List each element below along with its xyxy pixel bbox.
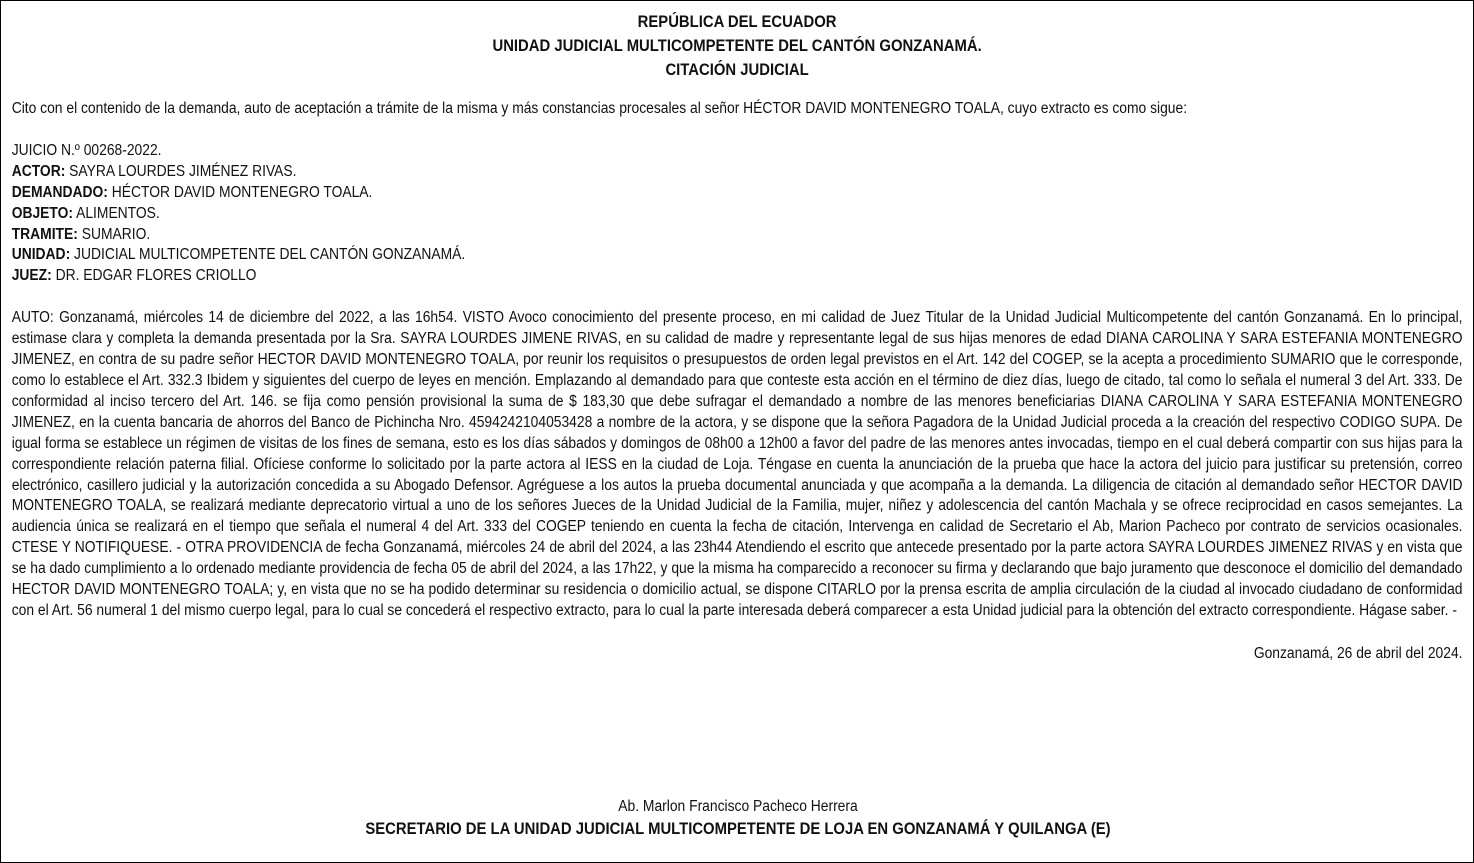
case-number: JUICIO N.º 00268-2022.	[11, 141, 162, 159]
object-value: ALIMENTOS.	[73, 204, 160, 222]
document-header	[12, 10, 1463, 82]
header-title: CITACIÓN JUDICIAL	[665, 61, 809, 79]
case-unit	[12, 245, 1463, 266]
case-procedure	[12, 225, 1463, 246]
header-court: UNIDAD JUDICIAL MULTICOMPETENTE DEL CANTÓN GONZANAMÁ.	[492, 37, 982, 55]
case-judge	[12, 266, 1463, 287]
judge-label: JUEZ:	[11, 267, 52, 285]
document-date: Gonzanamá, 26 de abril del 2024.	[1253, 644, 1463, 662]
defendant-label: DEMANDADO:	[11, 183, 108, 201]
intro-paragraph: Cito con el contenido de la demanda, auto de aceptación a trámite de la misma y más constancias procesales al señor HÉCTOR DAVID MONTENEGRO TOALA, cuyo extracto es como sigue:	[11, 100, 1188, 117]
unit-label: UNIDAD:	[11, 246, 71, 264]
header-country: REPÚBLICA DEL ECUADOR	[637, 13, 837, 31]
defendant-value: HÉCTOR DAVID MONTENEGRO TOALA.	[107, 183, 373, 201]
case-object	[12, 204, 1463, 225]
actor-value: SAYRA LOURDES JIMÉNEZ RIVAS.	[65, 162, 297, 180]
procedure-value: SUMARIO.	[77, 225, 151, 243]
case-defendant	[12, 183, 1463, 204]
signatory-name: Ab. Marlon Francisco Pacheco Herrera	[618, 798, 858, 815]
procedure-label: TRAMITE:	[11, 225, 78, 243]
object-label: OBJETO:	[11, 204, 74, 222]
case-actor	[12, 162, 1463, 183]
unit-value: JUDICIAL MULTICOMPETENTE DEL CANTÓN GONZANAMÁ.	[70, 246, 466, 264]
signatory-title: SECRETARIO DE LA UNIDAD JUDICIAL MULTICOMPETENTE DE LOJA EN GONZANAMÁ Y QUILANGA (E)	[365, 820, 1111, 838]
case-details	[12, 141, 1463, 287]
auto-paragraph: AUTO: Gonzanamá, miércoles 14 de diciembre del 2022, a las 16h54. VISTO Avoco conocimiento del presente proceso, en mi calidad de Juez Titular de la Unidad Judicial Multicompetente del cantón Gonzanamá. En lo principal, estimase clara y completa la demanda presentada por la Sra. SAYRA LOURDES JIMENE RIVAS, en su calidad de madre y representante legal de sus hijas menores de edad DIANA CAROLINA Y SARA ESTEFANIA MONTENEGRO JIMENEZ, en contra de su padre señor HECTOR DAVID MONTENEGRO TOALA, por reunir los requisitos o presupuestos de orden legal previstos en el Art. 142 del COGEP, se la acepta a procedimiento SUMARIO que le corresponde, como lo establece el Art. 332.3 Ibidem y siguientes del cuerpo de leyes en mención. Emplazando al demandado para que conteste esta acción en el término de diez días, luego de citado, tal como lo señala el numeral 3 del Art. 333. De conformidad al inciso tercero del Art. 146. se fija como pensión provisional la suma de $ 183,30 que debe sufragar el demandado a nombre de las menores beneficiarias DIANA CAROLINA Y SARA ESTEFANIA MONTENEGRO JIMENEZ, en la cuenta bancaria de ahorros del Banco de Pichincha Nro. 4594242104053428 a nombre de la actora, y se dispone que la señora Pagadora de la Unidad Judicial proceda a la creación del respectivo CODIGO SUPA. De igual forma se establece un régimen de visitas de los fines de semana, esto es los días sábados y domingos de 08h00 a 12h00 a favor del padre de las menores antes invocadas, tiempo en el cual deberá compartir con sus hijas para la correspondiente relación paterna filial. Ofíciese conforme lo solicitado por la parte actora al IESS en la ciudad de Loja. Téngase en cuenta la anunciación de la prueba que hace la actora del juicio para justificar su pretensión, correo electrónico, casillero judicial y la autorización concedida a su Abogado Defensor. Agréguese a los autos la prueba documental anunciada y que acompaña a la demanda. La diligencia de citación al demandado señor HECTOR DAVID MONTENEGRO TOALA, se realizará mediante deprecatorio virtual a uno de los señores Jueces de la Unidad Judicial de la Familia, mujer, niñez y adolescencia del cantón Machala y se ofrece reciprocidad en casos semejantes. La audiencia única se realizará en el tiempo que señala el numeral 4 del Art. 333 del COGEP teniendo en cuenta la fecha de citación, Intervenga en calidad de Secretario el Ab, Marion Pacheco por contrato de servicios ocasionales. CTESE Y NOTIFIQUESE. - OTRA PROVIDENCIA de fecha Gonzanamá, miércoles 24 de abril del 2024, a las 23h44 Atendiendo el escrito que antecede presentado por la parte actora SAYRA LOURDES JIMENEZ RIVAS y en vista que se ha dado cumplimiento a lo ordenado mediante providencia de fecha 05 de abril del 2024, a las 17h22, y que la misma ha comparecido a reconocer su firma y declarando que bajo juramento que desconoce el domicilio del demandado HECTOR DAVID MONTENEGRO TOALA; y, en vista que no se ha podido determinar su residencia o domicilio actual, se dispone CITARLO por la prensa escrita de amplia circulación de la ciudad al invocado ciudadano de conformidad con el Art. 56 numeral 1 del mismo cuerpo legal, para lo cual se concederá el respectivo extracto, para lo cual la parte interesada deberá comparecer a esta Unidad judicial para la obtención del extracto correspondiente. Hágase saber. -	[11, 309, 1463, 619]
actor-label: ACTOR:	[11, 162, 66, 180]
judge-value: DR. EDGAR FLORES CRIOLLO	[51, 267, 257, 285]
